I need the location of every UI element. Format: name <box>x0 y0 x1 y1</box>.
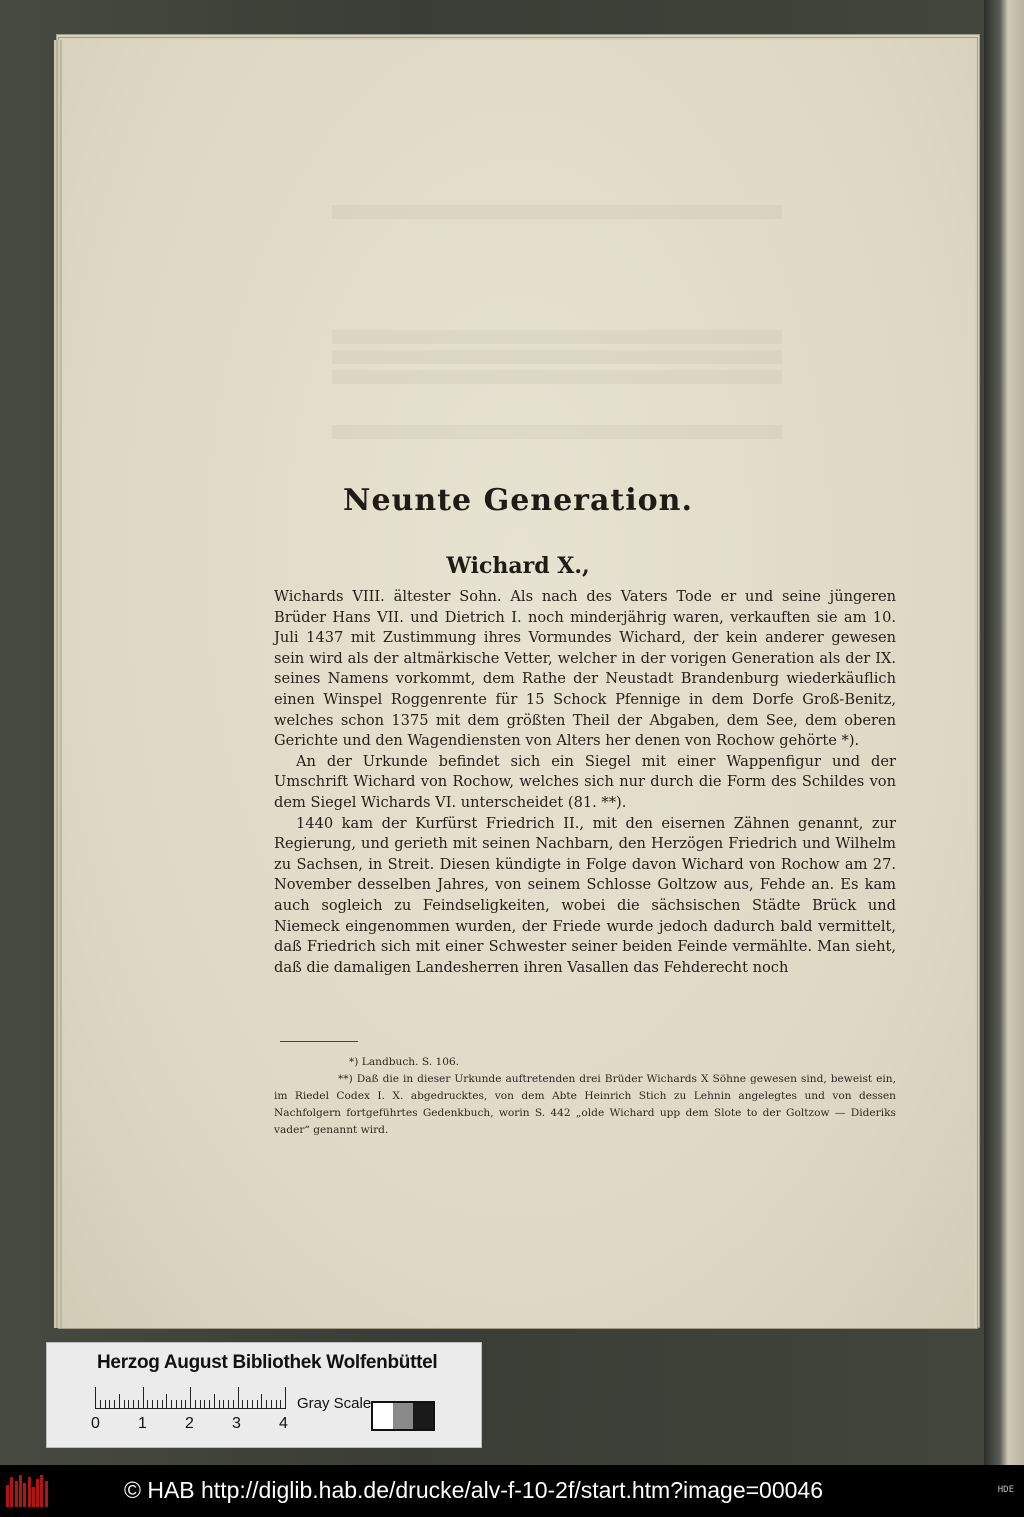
gray-scale-swatches <box>371 1401 435 1431</box>
library-name: Herzog August Bibliothek Wolfenbüttel <box>97 1352 438 1373</box>
show-through-text <box>332 330 782 344</box>
footnote-divider <box>280 1041 358 1042</box>
footnotes <box>274 1054 896 1139</box>
ruler-tick <box>138 1400 139 1409</box>
logo-bar <box>19 1475 22 1507</box>
ruler-tick <box>209 1400 210 1409</box>
footer-credit: © HAB http://diglib.hab.de/drucke/alv-f-10-2f/start.htm?image=00046 <box>124 1477 824 1503</box>
footer-mark: HDE <box>997 1485 1014 1495</box>
logo-bar <box>40 1475 43 1507</box>
scale-ruler <box>95 1387 285 1409</box>
ruler-tick <box>257 1400 258 1409</box>
ruler-tick <box>162 1400 163 1409</box>
ruler-tick <box>171 1400 172 1409</box>
gray-swatch-black <box>413 1403 433 1429</box>
ruler-tick <box>276 1400 277 1409</box>
show-through-text <box>332 205 782 219</box>
ruler-tick <box>280 1400 281 1409</box>
ruler-tick <box>219 1400 220 1409</box>
ruler-tick <box>261 1394 262 1409</box>
scale-label: 0 <box>91 1415 100 1432</box>
logo-bar <box>10 1477 13 1507</box>
ruler-tick <box>157 1400 158 1409</box>
ruler-tick <box>95 1387 96 1409</box>
section-heading: Wichard X., <box>446 553 590 579</box>
body-text <box>274 587 896 978</box>
ruler-tick <box>247 1400 248 1409</box>
show-through-text <box>332 425 782 439</box>
scale-labels <box>91 1415 301 1437</box>
logo-bar <box>23 1483 26 1507</box>
ruler-tick <box>190 1387 191 1409</box>
scale-label: 4 <box>279 1415 288 1432</box>
ruler-tick <box>233 1400 234 1409</box>
logo-bar <box>6 1485 9 1507</box>
paragraph: 1440 kam der Kurfürst Friedrich II., mit den eisernen Zähnen genannt, zur Regierung, und gerieth mit seinen Nachbarn, den Herzögen Friedrich und Wilhelm zu Sachsen, in Streit. Diesen kündigte in Folge davon Wichard von Rochow am 27. November desselben Jahres, von seinem Schlosse Goltzow aus, Fehde an. Es kam auch sogleich zu Feindseligkeiten, wobei die sächsischen Städte Brück und Niemeck eingenommen wurden, der Friede wurde jedoch dadurch bald vermittelt, daß Friedrich sich mit einer Schwester seiner beiden Feinde vermählte. Man sieht, daß die damaligen Landesherren ihren Vasallen das Fehderecht noch <box>274 814 896 976</box>
ruler-tick <box>271 1400 272 1409</box>
ruler-tick <box>133 1400 134 1409</box>
facing-page-edge <box>984 0 1024 1465</box>
logo-bar <box>36 1479 39 1507</box>
ruler-tick <box>238 1387 239 1409</box>
ruler-tick <box>105 1400 106 1409</box>
scale-label: 3 <box>232 1415 241 1432</box>
logo-bar <box>15 1481 18 1507</box>
ruler-tick <box>152 1400 153 1409</box>
ruler-tick <box>100 1400 101 1409</box>
ruler-tick <box>195 1400 196 1409</box>
ruler-tick <box>124 1400 125 1409</box>
ruler-tick <box>228 1400 229 1409</box>
hab-logo-icon <box>6 1475 50 1507</box>
book-page <box>62 40 974 1328</box>
logo-bar <box>28 1477 31 1507</box>
ruler-tick <box>185 1400 186 1409</box>
chapter-title: Neunte Generation. <box>343 483 693 518</box>
ruler-tick <box>109 1400 110 1409</box>
ruler-tick <box>176 1400 177 1409</box>
footnote: **) Daß die in dieser Urkunde auftretenden drei Brüder Wichards X Söhne gewesen sind, beweist ein, im Riedel Codex I. X. abgedrucktes, von dem Abte Heinrich Stich zu Lehnin angelegtes und von dessen Nachfolgern fortgeführtes Gedenkbuch, worin S. 442 „olde Wichard upp dem Slote to der Goltzow — Dideriks vader“ genannt wird. <box>274 1073 896 1136</box>
ruler-tick <box>114 1400 115 1409</box>
gray-swatch-mid <box>393 1403 413 1429</box>
ruler-tick <box>119 1394 120 1409</box>
ruler-tick <box>143 1387 144 1409</box>
ruler-tick <box>204 1400 205 1409</box>
show-through-text <box>332 370 782 384</box>
ruler-tick <box>200 1400 201 1409</box>
logo-bar <box>32 1487 35 1507</box>
gray-swatch-white <box>373 1403 393 1429</box>
scale-label: 1 <box>138 1415 147 1432</box>
ruler-tick <box>242 1400 243 1409</box>
ruler-tick <box>166 1394 167 1409</box>
library-color-card <box>46 1342 482 1448</box>
footnote: *) Landbuch. S. 106. <box>349 1056 460 1068</box>
paragraph: An der Urkunde befindet sich ein Siegel mit einer Wappenfigur und der Umschrift Wichard von Rochow, welches sich nur durch die Form des Schildes von dem Siegel Wichards VI. unterscheidet (81. **). <box>274 752 896 811</box>
logo-bar <box>45 1481 48 1507</box>
ruler-tick <box>128 1400 129 1409</box>
ruler-tick <box>223 1400 224 1409</box>
ruler-tick <box>181 1400 182 1409</box>
footer-bar <box>0 1465 1024 1517</box>
ruler-tick <box>147 1400 148 1409</box>
gray-scale-label: Gray Scale <box>297 1395 372 1412</box>
paragraph: Wichards VIII. ältester Sohn. Als nach des Vaters Tode er und seine jüngeren Brüder Hans VII. und Dietrich I. noch minderjährig waren, verkauften sie am 10. Juli 1437 mit Zustimmung ihres Vormundes Wichard, der kein anderer gewesen sein wird als der altmärkische Vetter, welcher in der vorigen Generation als der IX. seines Namens vorkommt, dem Rathe der Neustadt Brandenburg wiederkäuflich einen Winspel Roggenrente für 15 Schock Pfennige in dem Dorfe Groß-Benitz, welches schon 1375 mit dem größten Theil der Abgaben, dem See, dem oberen Gerichte und den Wagendiensten von Alters her denen von Rochow gehörte *). <box>274 588 896 750</box>
ruler-tick <box>285 1387 286 1409</box>
scale-label: 2 <box>185 1415 194 1432</box>
ruler-tick <box>214 1394 215 1409</box>
ruler-tick <box>252 1400 253 1409</box>
show-through-text <box>332 350 782 364</box>
ruler-tick <box>266 1400 267 1409</box>
